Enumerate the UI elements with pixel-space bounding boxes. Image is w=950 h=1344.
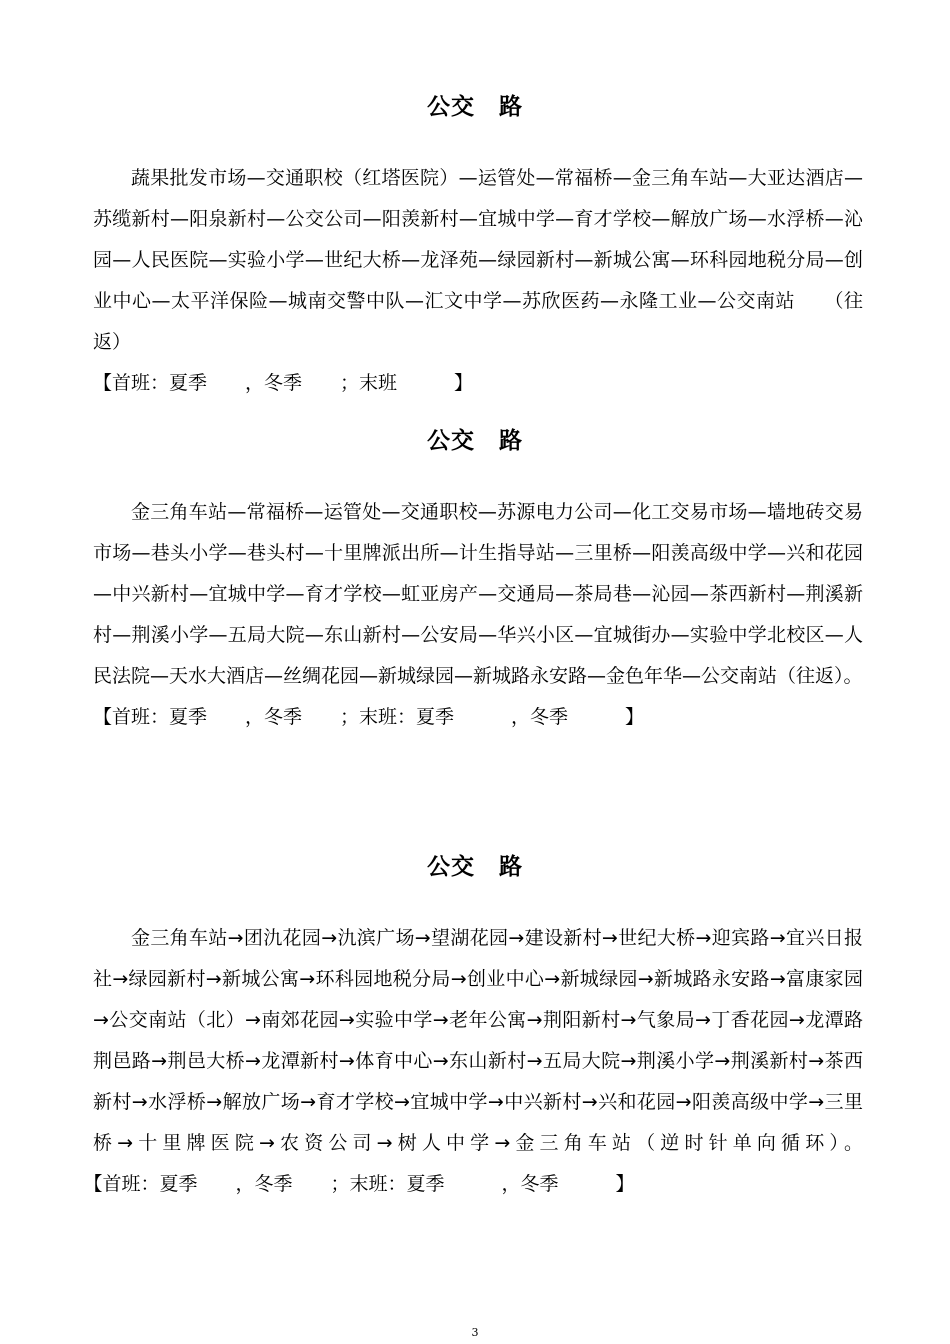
route-2-body (93, 492, 863, 738)
route-3-schedule: 【首班：夏季 ，冬季 ；末班：夏季 ，冬季 】 (93, 1173, 635, 1195)
route-3-stops-text: 金三角车站→团氿花园→氿滨广场→望湖花园→建设新村→世纪大桥→迎宾路→宜兴日报社→绿园新村→新城公寓→环科园地税分局→创业中心→新城绿园→新城路永安路→富康家园→公交南站（北）→南郊花园→实验中学→老年公寓→荆阳新村→气象局→丁香花园→龙潭路荆邑路→荆邑大桥→龙潭新村→体育中心→东山新村→五局大院→荆溪小学→荆溪新村→茶西新村→水浮桥→解放广场→育才学校→宜城中学→中兴新村→兴和花园→阳羡高级中学→三里桥→十里牌医院→农资公司→树人中学→金三角车站（逆时针单向循环）。 (93, 927, 863, 1154)
route-3-body (93, 918, 863, 1205)
route-3-title: 公交 路 (427, 853, 523, 880)
route-1-stops: 蔬果批发市场—交通职校（红塔医院）—运管处—常福桥—金三角车站—大亚达酒店—苏缆新村—阳泉新村—公交公司—阳羡新村—宜城中学—育才学校—解放广场—水浮桥—沁园—人民医院—实验小学—世纪大桥—龙泽苑—绿园新村—新城公寓—环科园地税分局—创业中心—太平洋保险—城南交警中队—汇文中学—苏欣医药—永隆工业—公交南站 （往返） (93, 167, 863, 353)
route-2-schedule: 【首班：夏季 ，冬季 ；末班：夏季 ，冬季 】 (93, 706, 645, 728)
page-number: 3 (471, 1326, 479, 1339)
route-2-title: 公交 路 (427, 427, 523, 454)
route-1-title: 公交 路 (427, 93, 523, 120)
route-1-schedule: 【首班：夏季 ，冬季 ；末班 】 (93, 372, 474, 394)
route-2-stops: 金三角车站—常福桥—运管处—交通职校—苏源电力公司—化工交易市场—墙地砖交易市场—巷头小学—巷头村—十里牌派出所—计生指导站—三里桥—阳羡高级中学—兴和花园—中兴新村—宜城中学—育才学校—虹亚房产—交通局—茶局巷—沁园—茶西新村—荆溪新村—荆溪小学—五局大院—东山新村—公安局—华兴小区—宜城街办—实验中学北校区—人民法院—天水大酒店—丝绸花园—新城绿园—新城路永安路—金色年华—公交南站（往返）。 (93, 501, 863, 687)
route-1-body (93, 158, 863, 404)
route-3-stops (93, 918, 863, 1205)
